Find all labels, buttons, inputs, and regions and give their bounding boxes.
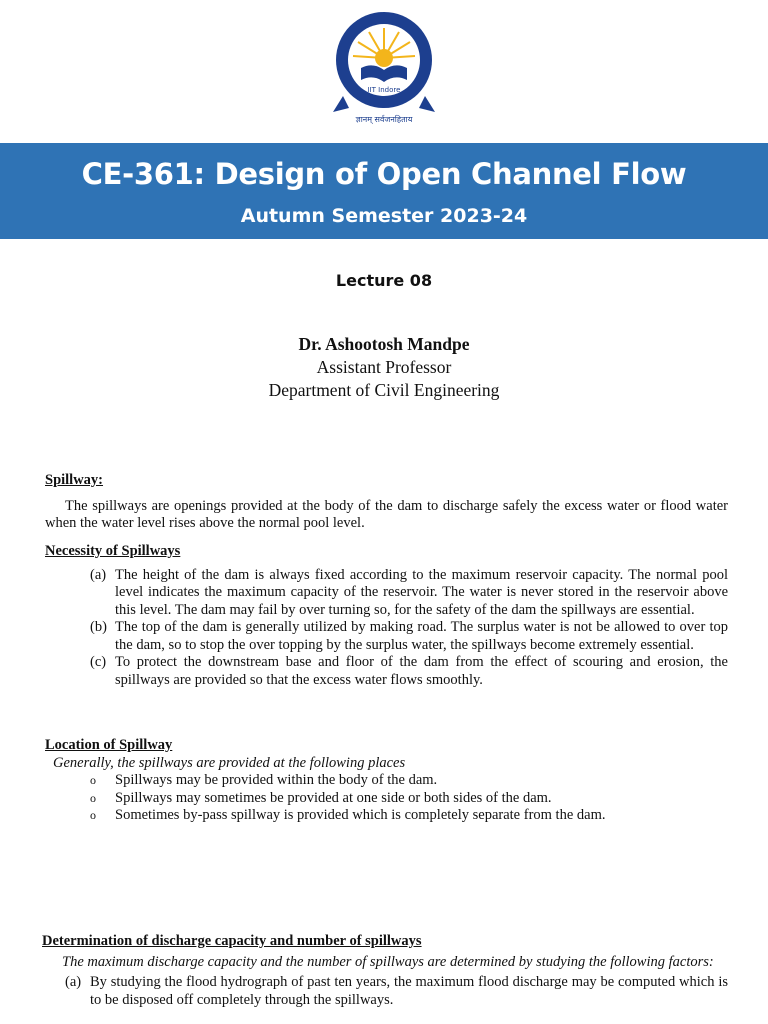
necessity-list xyxy=(45,567,728,690)
list-item xyxy=(90,567,728,620)
bullet-icon: o xyxy=(90,790,96,805)
location-heading: Location of Spillway xyxy=(45,737,173,753)
location-list xyxy=(45,772,728,825)
spillway-definition: The spillways are openings provided at the body of the dam to discharge safely the excess water or flood water when the water level rises above the normal pool level. xyxy=(45,497,728,531)
item-text: The height of the dam is always fixed according to the maximum reservoir capacity. The normal pool level indicates the maximum capacity of the reservoir. The water is never stored in the reservoir above this level. The dam may fail by over turning so, for the safety of the dam the spillways are essential. xyxy=(115,566,728,618)
determination-section xyxy=(42,933,728,1009)
list-item xyxy=(90,790,728,808)
item-text: Spillways may sometimes be provided at one side or both sides of the dam. xyxy=(115,789,552,806)
bullet-icon: o xyxy=(90,773,96,787)
location-section xyxy=(45,737,728,825)
item-text: Sometimes by-pass spillway is provided which is completely separate from the dam. xyxy=(115,807,606,823)
item-marker: (c) xyxy=(90,654,107,670)
spillway-section xyxy=(45,472,728,533)
determination-list xyxy=(42,974,728,1009)
logo-motto: ज्ञानम् सर्वजनहिताय xyxy=(355,115,413,124)
item-text: To protect the downstream base and floor of the dam from the effect of scouring and erosion, the spillways are provided so that the excess water flows smoothly. xyxy=(115,654,728,688)
author-block xyxy=(0,333,768,402)
author-position: Assistant Professor xyxy=(316,357,452,377)
location-intro: Generally, the spillways are provided at the following places xyxy=(53,754,406,771)
spillway-heading: Spillway: xyxy=(45,472,104,488)
item-marker: (b) xyxy=(90,619,107,635)
necessity-heading: Necessity of Spillways xyxy=(45,543,181,559)
necessity-section xyxy=(45,543,728,689)
item-text: By studying the flood hydrograph of past ten years, the maximum flood discharge may be computed which is to be disposed off completely through the spillways. xyxy=(90,974,728,1008)
course-banner xyxy=(0,143,768,239)
determination-intro: The maximum discharge capacity and the number of spillways are determined by studying the following factors: xyxy=(62,953,714,970)
lecture-number: Lecture 08 xyxy=(335,271,433,290)
list-item xyxy=(90,619,728,654)
course-title: CE-361: Design of Open Channel Flow xyxy=(81,157,687,191)
list-item xyxy=(90,807,728,825)
list-item xyxy=(65,974,728,1009)
semester: Autumn Semester 2023-24 xyxy=(240,205,528,227)
iit-indore-logo xyxy=(329,8,439,128)
item-marker: (a) xyxy=(90,566,107,583)
list-item xyxy=(90,654,728,689)
bullet-icon: o xyxy=(90,808,96,822)
author-name: Dr. Ashootosh Mandpe xyxy=(298,334,470,354)
item-marker: (a) xyxy=(65,974,82,990)
item-text: Spillways may be provided within the body of the dam. xyxy=(115,772,438,788)
item-text: The top of the dam is generally utilized by making road. The surplus water is not be allowed to over top the dam, so to stop the over topping by the surplus water, the spillways become extremely essential. xyxy=(115,619,728,653)
list-item xyxy=(90,772,728,790)
author-department: Department of Civil Engineering xyxy=(268,380,500,400)
logo-area xyxy=(0,8,768,133)
logo-center-text: IIT Indore xyxy=(367,86,401,94)
determination-heading: Determination of discharge capacity and number of spillways xyxy=(42,933,422,949)
